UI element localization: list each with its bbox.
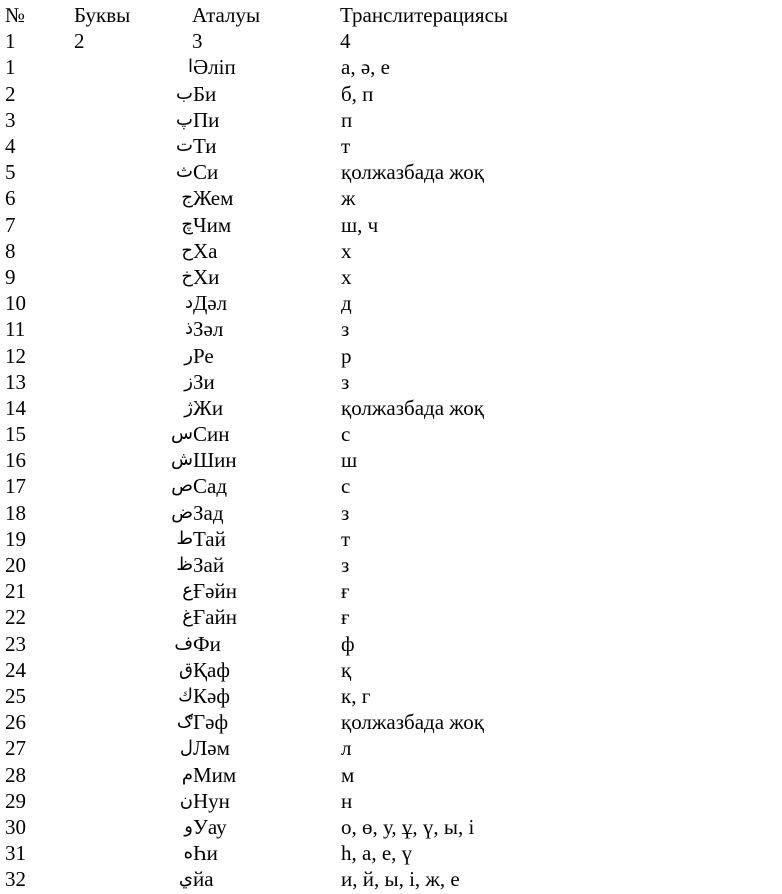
row-number: 17 <box>5 474 26 499</box>
transliteration: ш, ч <box>341 212 379 237</box>
header-names: Аталуы <box>192 3 261 28</box>
arabic-letter: ف <box>174 632 193 654</box>
row-number: 24 <box>5 657 26 682</box>
letter-name: Ғайн <box>193 605 237 630</box>
table-row <box>5 212 775 238</box>
arabic-letter: ت <box>176 135 193 157</box>
table-row <box>5 342 775 368</box>
letter-name: Си <box>193 160 219 185</box>
transliteration: т <box>341 134 351 159</box>
row-number: 6 <box>5 186 16 211</box>
letter-name: Кәф <box>193 683 230 708</box>
row-number: 9 <box>5 264 16 289</box>
table-row <box>5 473 775 499</box>
table-row <box>5 395 775 421</box>
letter-name: Син <box>193 422 230 447</box>
table-row <box>5 290 775 316</box>
arabic-letter: ګ <box>176 711 193 733</box>
table-row <box>5 735 775 761</box>
arabic-letter: خ <box>181 265 193 287</box>
transliteration: з <box>341 553 350 578</box>
transliteration: р <box>341 343 352 368</box>
row-number: 18 <box>5 500 26 525</box>
letter-name: Чим <box>193 212 232 237</box>
header-num: № <box>5 3 26 28</box>
letter-name: Һи <box>193 841 218 866</box>
row-number: 19 <box>5 526 26 551</box>
letter-name: Гәф <box>193 710 229 735</box>
transliteration: ғ <box>341 579 350 604</box>
letter-name: Сад <box>193 474 228 499</box>
transliteration: л <box>341 736 352 761</box>
transliteration: қолжазбада жоқ <box>341 395 484 420</box>
table-row <box>5 761 775 787</box>
arabic-letter: ص <box>171 475 193 497</box>
row-number: 5 <box>5 160 16 185</box>
arabic-letter: ه <box>183 842 193 864</box>
transliteration: ф <box>341 631 355 656</box>
table-row <box>5 238 775 264</box>
column-number: 2 <box>74 29 85 54</box>
transliteration: б, п <box>341 81 374 106</box>
arabic-letter: ق <box>179 658 193 680</box>
table-row <box>5 107 775 133</box>
row-number: 20 <box>5 553 26 578</box>
row-number: 22 <box>5 605 26 630</box>
row-number: 23 <box>5 631 26 656</box>
letter-name: Ре <box>193 343 214 368</box>
letter-name: Хи <box>193 264 220 289</box>
letter-name: Әліп <box>193 55 236 80</box>
table-row <box>5 840 775 866</box>
transliteration: з <box>341 317 350 342</box>
column-number: 4 <box>340 29 351 54</box>
transliteration: о, ө, у, ұ, ү, ы, і <box>341 814 475 839</box>
arabic-letter: ا <box>187 56 193 78</box>
transliteration: ш <box>341 448 358 473</box>
letter-name: Қаф <box>193 657 230 682</box>
transliteration: т <box>341 526 351 551</box>
table-row <box>5 657 775 683</box>
row-number: 14 <box>5 395 26 420</box>
letter-name: Би <box>193 81 217 106</box>
arabic-letter: ل <box>179 737 193 759</box>
transliteration: ғ <box>341 605 350 630</box>
letter-name: Шин <box>193 448 237 473</box>
transliteration: с <box>341 474 351 499</box>
letter-name: Ха <box>193 238 218 263</box>
table-row <box>5 81 775 107</box>
transliteration: а, ә, е <box>341 55 390 80</box>
row-number: 4 <box>5 134 16 159</box>
letter-name: Тай <box>193 526 226 551</box>
row-number: 11 <box>5 317 26 342</box>
transliteration: м <box>341 762 355 787</box>
arabic-letter: ز <box>184 370 193 392</box>
row-number: 16 <box>5 448 26 473</box>
table-body <box>5 54 775 892</box>
letter-name: Мим <box>193 762 237 787</box>
row-number: 31 <box>5 841 26 866</box>
table-row <box>5 631 775 657</box>
header-transliteration: Транслитерациясы <box>340 3 509 28</box>
arabic-letter: و <box>184 815 193 837</box>
table-row <box>5 447 775 473</box>
arabic-letter: س <box>171 423 193 445</box>
transliteration: ж <box>341 186 356 211</box>
arabic-letter: ض <box>171 501 193 523</box>
transliteration: к, г <box>341 683 371 708</box>
column-number: 1 <box>5 29 16 54</box>
table-row <box>5 54 775 80</box>
row-number: 27 <box>5 736 26 761</box>
letter-name: Ти <box>193 134 217 159</box>
transliteration: н <box>341 788 353 813</box>
table-row <box>5 552 775 578</box>
letter-name: Зай <box>193 553 225 578</box>
table-row <box>5 604 775 630</box>
table-row <box>5 578 775 604</box>
transliteration: з <box>341 369 350 394</box>
row-number: 8 <box>5 238 16 263</box>
header-row <box>5 2 775 28</box>
table-row <box>5 709 775 735</box>
transliteration: п <box>341 107 353 132</box>
table-row <box>5 264 775 290</box>
transliteration: һ, а, е, ү <box>341 841 413 866</box>
row-number: 1 <box>5 55 16 80</box>
table-row <box>5 526 775 552</box>
row-number: 21 <box>5 579 26 604</box>
table-row <box>5 866 775 892</box>
arabic-letter: ك <box>178 684 193 706</box>
arabic-letter: ن <box>179 789 193 811</box>
transliteration: қолжазбада жоқ <box>341 160 484 185</box>
letter-name: Пи <box>193 107 220 132</box>
arabic-letter: غ <box>182 606 193 628</box>
row-number: 32 <box>5 867 26 892</box>
letter-name: Уау <box>193 814 227 839</box>
arabic-letter: د <box>184 292 193 314</box>
transliteration: д <box>341 291 352 316</box>
transliteration: қ <box>341 657 352 682</box>
arabic-letter: ذ <box>184 318 193 340</box>
row-number: 30 <box>5 814 26 839</box>
arabic-letter: ي <box>178 868 193 890</box>
transliteration: и, й, ы, і, ж, е <box>341 867 460 892</box>
transliteration: с <box>341 422 351 447</box>
letter-name: Нун <box>193 788 230 813</box>
arabic-letter: ژ <box>184 396 193 418</box>
table-row <box>5 814 775 840</box>
row-number: 7 <box>5 212 16 237</box>
alphabet-table <box>5 2 775 892</box>
arabic-letter: ظ <box>176 554 193 576</box>
table-row <box>5 185 775 211</box>
arabic-letter: ث <box>176 161 193 183</box>
letter-name: Жи <box>193 395 224 420</box>
table-row <box>5 500 775 526</box>
letter-name: Зад <box>193 500 224 525</box>
transliteration: х <box>341 264 352 289</box>
letter-name: Дәл <box>193 291 228 316</box>
row-number: 10 <box>5 291 26 316</box>
table-row <box>5 683 775 709</box>
arabic-letter: ب <box>176 82 193 104</box>
table-row <box>5 133 775 159</box>
row-number: 25 <box>5 683 26 708</box>
row-number: 29 <box>5 788 26 813</box>
letter-name: Ғәйн <box>193 579 237 604</box>
row-number: 28 <box>5 762 26 787</box>
column-number-row <box>5 28 775 54</box>
row-number: 12 <box>5 343 26 368</box>
row-number: 13 <box>5 369 26 394</box>
arabic-letter: ع <box>182 580 193 602</box>
arabic-letter: ش <box>171 449 193 471</box>
arabic-letter: ج <box>181 187 193 209</box>
letter-name: Жем <box>193 186 234 211</box>
header-letters: Буквы <box>74 3 131 28</box>
row-number: 3 <box>5 107 16 132</box>
row-number: 26 <box>5 710 26 735</box>
arabic-letter: ط <box>176 527 193 549</box>
arabic-letter: پ <box>176 108 193 130</box>
letter-name: Зи <box>193 369 215 394</box>
table-row <box>5 788 775 814</box>
letter-name: Фи <box>193 631 221 656</box>
table-row <box>5 369 775 395</box>
row-number: 15 <box>5 422 26 447</box>
letter-name: Зәл <box>193 317 224 342</box>
arabic-letter: م <box>181 763 193 785</box>
letter-name: Ләм <box>193 736 230 761</box>
row-number: 2 <box>5 81 16 106</box>
table-row <box>5 159 775 185</box>
table-row <box>5 421 775 447</box>
arabic-letter: ح <box>181 239 193 261</box>
arabic-letter: ر <box>184 344 193 366</box>
table-row <box>5 316 775 342</box>
transliteration: х <box>341 238 352 263</box>
transliteration: з <box>341 500 350 525</box>
arabic-letter: چ <box>181 213 193 235</box>
column-number: 3 <box>192 29 203 54</box>
letter-name: йа <box>193 867 214 892</box>
transliteration: қолжазбада жоқ <box>341 710 484 735</box>
